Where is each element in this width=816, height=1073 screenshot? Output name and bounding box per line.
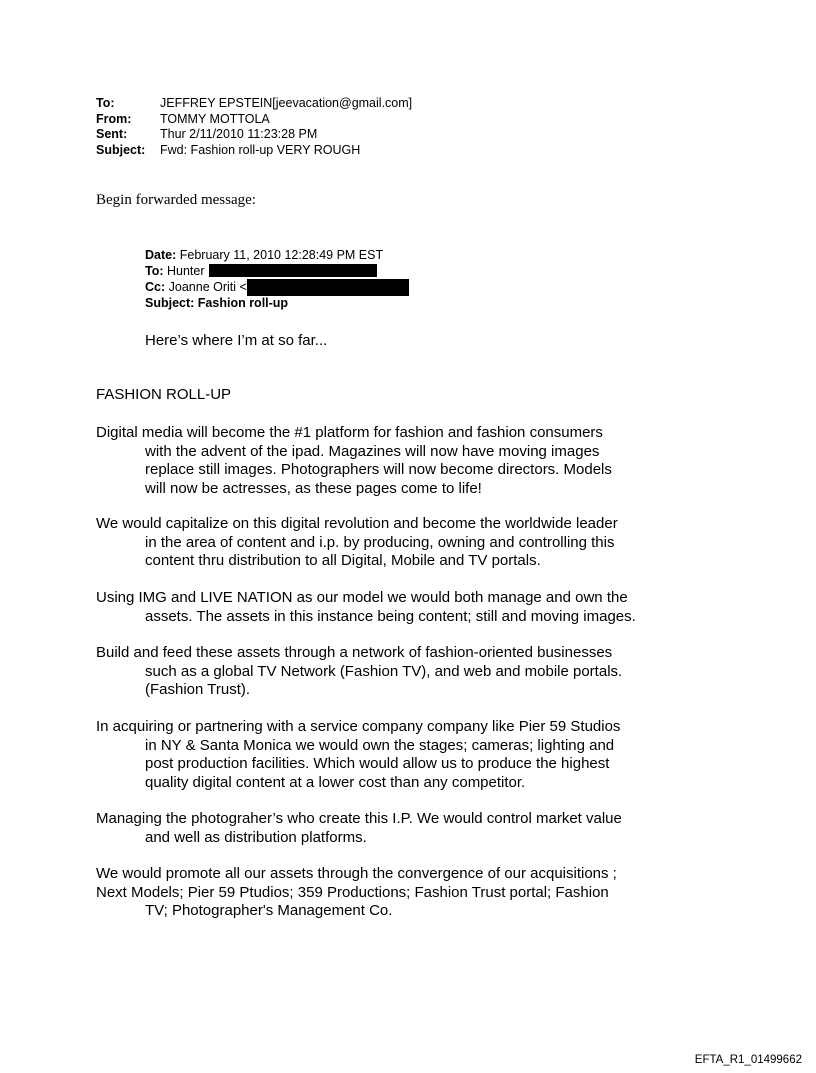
- paragraph-line: and well as distribution platforms.: [145, 828, 367, 846]
- subject-label: Subject:: [96, 142, 146, 157]
- fwd-cc-value: Joanne Oriti <: [168, 280, 247, 294]
- paragraph-line: Managing the photograher’s who create this I.P. We would control market value: [96, 810, 622, 827]
- paragraph: [96, 718, 620, 792]
- redaction-bar: [209, 264, 377, 277]
- paragraph-line: will now be actresses, as these pages come to life!: [145, 479, 482, 497]
- paragraph-line: Next Models; Pier 59 Ptudios; 359 Productions; Fashion Trust portal; Fashion: [96, 883, 609, 901]
- fwd-cc-label: Cc:: [145, 280, 166, 294]
- paragraph: [96, 810, 622, 847]
- paragraph-line: Build and feed these assets through a network of fashion-oriented businesses: [96, 644, 613, 661]
- paragraph-line: assets. The assets in this instance being content; still and moving images.: [145, 607, 636, 625]
- intro-line: Here’s where I’m at so far...: [145, 332, 328, 349]
- paragraph: [96, 424, 612, 498]
- paragraph-line: in the area of content and i.p. by producing, owning and controlling this: [145, 533, 615, 551]
- sent-label: Sent:: [96, 127, 128, 141]
- paragraph-line: in NY & Santa Monica we would own the stages; cameras; lighting and: [145, 736, 615, 754]
- paragraph: [96, 589, 636, 626]
- email-header: [96, 96, 412, 158]
- sent-row: [96, 127, 412, 143]
- from-value: TOMMY MOTTOLA: [160, 111, 270, 126]
- fwd-cc-row: [145, 279, 409, 296]
- paragraph: [96, 644, 622, 700]
- paragraph-line: replace still images. Photographers will now become directors. Models: [145, 461, 612, 478]
- fwd-subject-row: [145, 296, 409, 312]
- paragraph: [96, 515, 618, 571]
- from-label: From:: [96, 111, 132, 126]
- fwd-date-row: [145, 248, 409, 264]
- subject-value: Fwd: Fashion roll-up VERY ROUGH: [160, 142, 361, 157]
- document-id: EFTA_R1_01499662: [694, 1054, 802, 1066]
- redaction-bar: [247, 279, 409, 296]
- fwd-to-value: Hunter: [167, 263, 205, 278]
- paragraph-line: content thru distribution to all Digital, Mobile and TV portals.: [145, 552, 541, 569]
- forward-note: Begin forwarded message:: [96, 192, 256, 208]
- paragraph-line: Digital media will become the #1 platform for fashion and fashion consumers: [96, 424, 603, 441]
- paragraph-line: TV; Photographer's Management Co.: [145, 902, 393, 919]
- fwd-subject-label: Subject:: [145, 296, 195, 310]
- paragraph-line: quality digital content at a lower cost than any competitor.: [145, 773, 526, 791]
- paragraph-line: In acquiring or partnering with a service company company like Pier 59 Studios: [96, 718, 621, 735]
- sent-value: Thur 2/11/2010 11:23:28 PM: [160, 127, 318, 141]
- to-label: To:: [96, 96, 115, 110]
- fwd-date-label: Date:: [145, 248, 177, 262]
- paragraph-line: with the advent of the ipad. Magazines will now have moving images: [145, 442, 600, 460]
- paragraph-line: We would capitalize on this digital revolution and become the worldwide leader: [96, 515, 618, 532]
- subject-row: [96, 143, 412, 159]
- fwd-subject-value: Fashion roll-up: [197, 296, 289, 310]
- fwd-date-value: February 11, 2010 12:28:49 PM EST: [179, 248, 384, 262]
- paragraph-line: such as a global TV Network (Fashion TV), and web and mobile portals.: [145, 662, 623, 680]
- from-row: [96, 112, 412, 128]
- forwarded-header: [145, 248, 409, 312]
- to-row: [96, 96, 412, 112]
- paragraph-line: We would promote all our assets through the convergence of our acquisitions ;: [96, 865, 617, 882]
- document-title: FASHION ROLL-UP: [96, 386, 232, 403]
- fwd-to-row: [145, 264, 409, 280]
- paragraph-line: post production facilities. Which would allow us to produce the highest: [145, 755, 610, 772]
- paragraph-line: (Fashion Trust).: [145, 681, 251, 698]
- fwd-to-label: To:: [145, 263, 164, 278]
- paragraph-line: Using IMG and LIVE NATION as our model we would both manage and own the: [96, 589, 628, 606]
- to-value: JEFFREY EPSTEIN[jeevacation@gmail.com]: [160, 96, 413, 110]
- paragraph: [96, 865, 617, 921]
